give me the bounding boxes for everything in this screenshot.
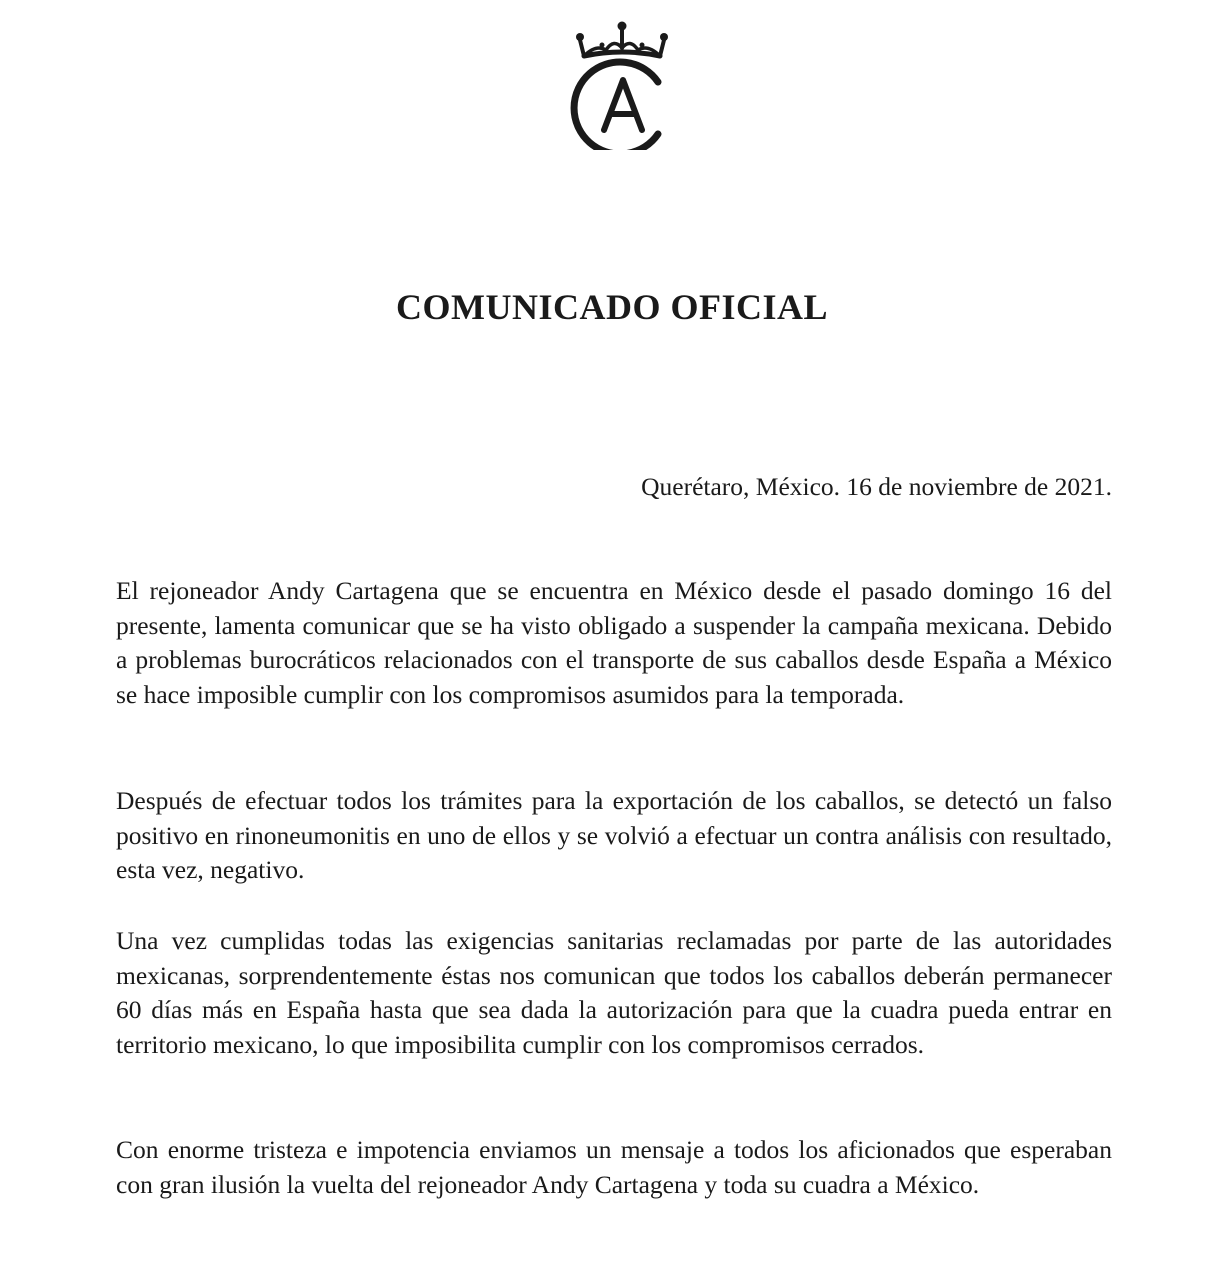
paragraph-2: Después de efectuar todos los trámites para la exportación de los caballos, se detectó un falso positivo en rinoneumonitis en uno de ellos y se volvió a efectuar un contra análisis con resultado, esta vez, negativo.	[116, 786, 1112, 884]
place-date: Querétaro, México. 16 de noviembre de 2021.	[641, 472, 1112, 501]
document-title: COMUNICADO OFICIAL	[396, 287, 828, 327]
crowned-ca-monogram-icon	[566, 18, 678, 150]
paragraph-4: Con enorme tristeza e impotencia enviamos un mensaje a todos los aficionados que esperaban con gran ilusión la vuelta del rejoneador Andy Cartagena y toda su cuadra a México.	[116, 1135, 1112, 1199]
paragraph-3: Una vez cumplidas todas las exigencias sanitarias reclamadas por parte de las autoridades mexicanas, sorprendentemente éstas nos comunican que todos los caballos deberán permanecer 60 días más en España hasta que sea dada la autorización para que la cuadra pueda entrar en territorio mexicano, lo que imposibilita cumplir con los compromisos cerrados.	[116, 926, 1112, 1059]
paragraph-1: El rejoneador Andy Cartagena que se encuentra en México desde el pasado domingo 16 del presente, lamenta comunicar que se ha visto obligado a suspender la campaña mexicana. Debido a problemas burocráticos relacionados con el transporte de sus caballos desde España a México se hace imposible cumplir con los compromisos asumidos para la temporada.	[116, 576, 1112, 709]
